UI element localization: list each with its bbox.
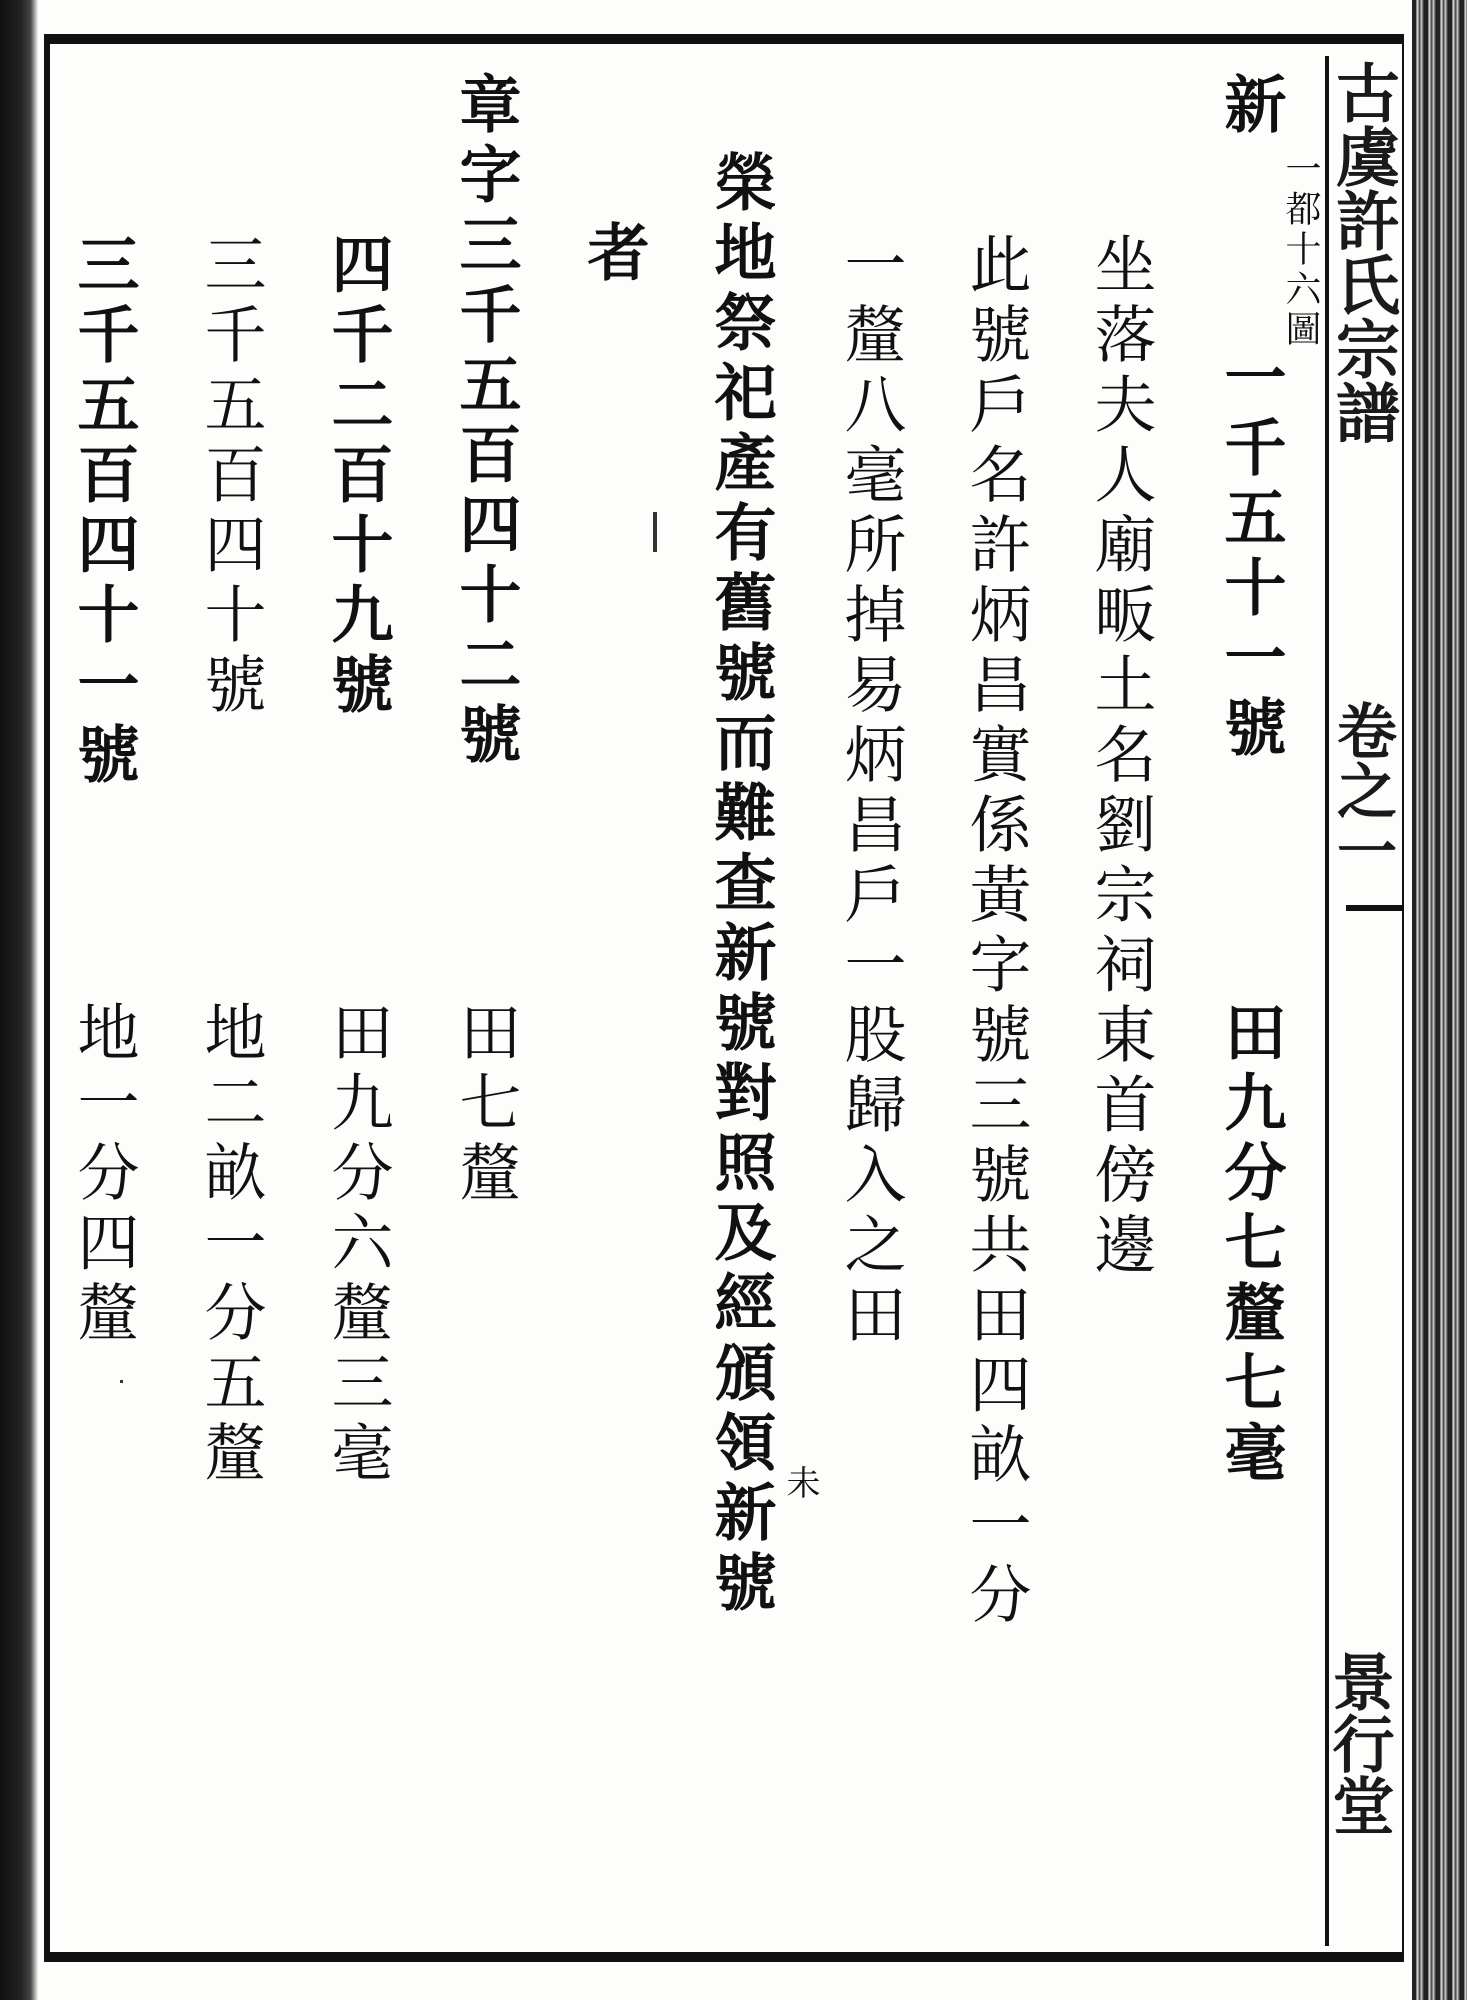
book-title: 古虞許氏宗譜 — [1325, 60, 1400, 444]
entry3-line3-number: 三千五百四十號 — [194, 232, 267, 722]
scan-right-edge — [1412, 0, 1467, 2000]
ink-speck — [653, 512, 657, 552]
hall-name: 景行堂 — [1322, 1650, 1395, 1836]
scan-left-edge — [0, 0, 38, 2000]
entry2-zhe: 者 — [577, 220, 650, 290]
entry1-note1: 此號戶名許炳昌實係黃字號三號共田四畝一分 — [959, 232, 1032, 1632]
entry1-location: 坐落夫人廟畈土名劉宗祠東首傍邊 — [1084, 232, 1157, 1282]
entry3-zhangzi-land: 田七釐 — [449, 1000, 522, 1210]
entry1-land: 田九分七釐七毫 — [1214, 1000, 1287, 1490]
entry1-note2: 一釐八毫所掉易炳昌戶一股歸入之田 — [834, 232, 907, 1352]
entry3-line2-land: 田九分六釐三毫 — [321, 1000, 394, 1490]
entry2-wei-note: 未 — [780, 1465, 820, 1499]
entry3-line4-number: 三千五百四十一號 — [67, 232, 140, 792]
entry3-line3-land: 地二畝一分五釐 — [194, 1000, 267, 1490]
entry2-rong: 榮地祭祀產有舊號而難查新號對照及經頒領新號 — [704, 150, 777, 1620]
entry1-xin: 新 — [1214, 72, 1287, 142]
volume-label: 卷之一 — [1327, 700, 1397, 880]
entry1-number: 一千五十一號 — [1214, 345, 1287, 765]
entry3-line4-land: 地一分四釐 — [67, 1000, 140, 1350]
entry3-line2-number: 四千二百十九號 — [321, 232, 394, 722]
fishtail-mark — [1346, 905, 1402, 911]
entry1-du-tu: 一都十六圖 — [1280, 150, 1321, 350]
entry3-zhangzi: 章字三千五百四十二號 — [449, 72, 522, 772]
ink-speck — [120, 1380, 123, 1383]
